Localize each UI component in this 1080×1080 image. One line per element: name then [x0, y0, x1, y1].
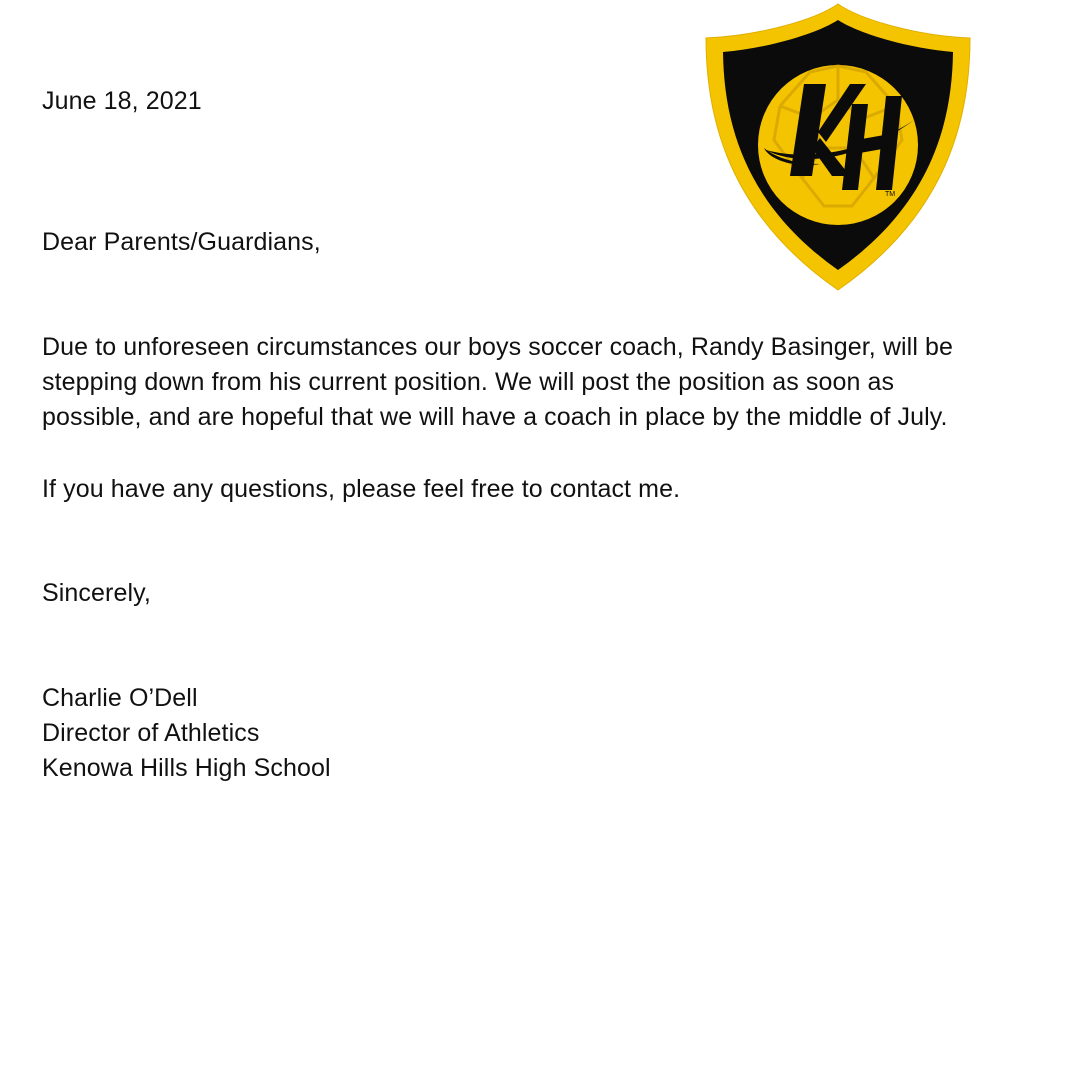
signature-title: Director of Athletics [42, 719, 260, 747]
body-paragraph-1-line-1: Due to unforeseen circumstances our boys soccer coach, Randy Basinger, will be [42, 333, 954, 361]
body-paragraph-2: If you have any questions, please feel free to contact me. [42, 475, 681, 503]
trademark-mark: TM [885, 191, 896, 198]
letter-closing: Sincerely, [42, 579, 151, 607]
signature-name: Charlie O’Dell [42, 684, 198, 712]
body-paragraph-1-line-3: possible, and are hopeful that we will have a coach in place by the middle of July. [42, 403, 948, 431]
body-paragraph-1-line-2: stepping down from his current position. We will post the position as soon as [42, 368, 895, 396]
signature-organization: Kenowa Hills High School [42, 754, 331, 782]
school-crest-shield-icon [700, 0, 975, 295]
letter-date: June 18, 2021 [42, 87, 202, 115]
letter-salutation: Dear Parents/Guardians, [42, 228, 321, 256]
